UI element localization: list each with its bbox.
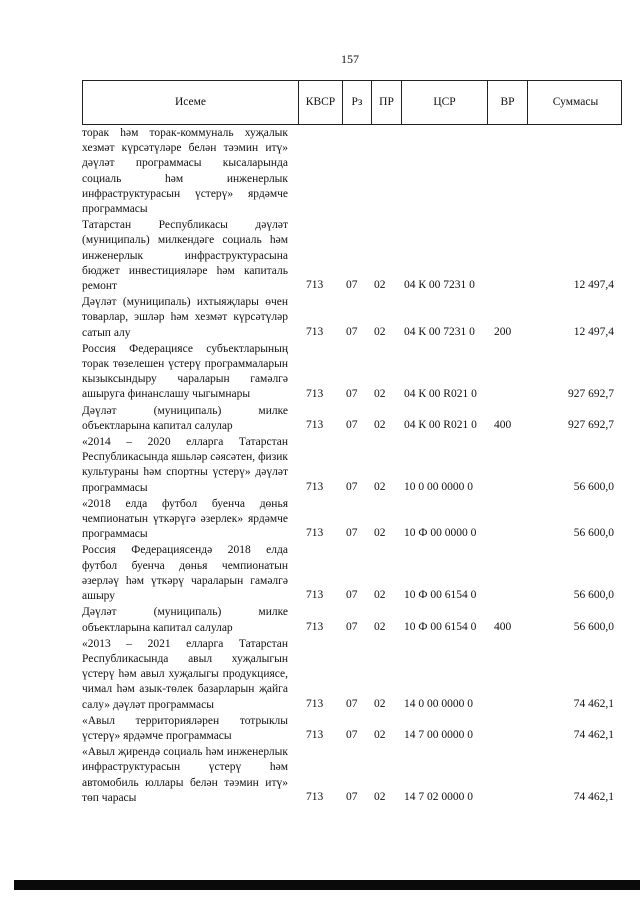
row-csr: 10 Ф 00 6154 0 <box>404 620 477 633</box>
row-csr: 14 0 00 0000 0 <box>404 697 473 710</box>
table-row <box>82 713 622 744</box>
header-kvsr: КВСР <box>298 81 342 124</box>
row-rz: 07 <box>346 620 358 633</box>
table-row <box>82 636 622 713</box>
row-pr: 02 <box>374 279 386 292</box>
row-rz: 07 <box>346 387 358 400</box>
row-sum: 56 600,0 <box>573 527 614 540</box>
row-kvsr: 713 <box>306 729 324 742</box>
row-description: «Авыл территорияләрен тотрыклы үстерү» ярдәмче программасы <box>82 714 288 742</box>
row-kvsr: 713 <box>306 419 324 432</box>
table-row <box>82 217 622 294</box>
row-kvsr: 713 <box>306 480 324 493</box>
page-number: 157 <box>341 52 359 66</box>
row-kvsr: 713 <box>306 325 324 338</box>
table-row <box>82 294 622 341</box>
row-pr: 02 <box>374 325 386 338</box>
table-row <box>82 496 622 543</box>
row-vr: 400 <box>494 620 512 633</box>
row-csr: 10 0 00 0000 0 <box>404 480 473 493</box>
row-csr: 04 К 00 R021 0 <box>404 387 477 400</box>
row-sum: 927 692,7 <box>568 419 614 432</box>
row-kvsr: 713 <box>306 589 324 602</box>
row-vr: 400 <box>494 419 512 432</box>
row-sum: 927 692,7 <box>568 387 614 400</box>
header-name: Исеме <box>174 96 207 108</box>
row-description: Дәүләт (муниципаль) ихтыяҗлары өчен товарлар, эшләр һәм хезмәт күрсәтүләр сатып алу <box>82 296 288 339</box>
row-rz: 07 <box>346 790 358 803</box>
row-pr: 02 <box>374 790 386 803</box>
row-rz: 07 <box>346 419 358 432</box>
row-rz: 07 <box>346 279 358 292</box>
row-rz: 07 <box>346 527 358 540</box>
row-sum: 74 462,1 <box>573 729 614 742</box>
row-pr: 02 <box>374 387 386 400</box>
row-kvsr: 713 <box>306 387 324 400</box>
row-pr: 02 <box>374 697 386 710</box>
row-description: «Авыл җирендә социаль һәм инженерлык инфраструктурасын үстерү һәм автомобиль юллары белән тәэмин итү» төп чарасы <box>82 746 288 804</box>
row-description: Дәүләт (муниципаль) милке объектларына капитал салулар <box>82 404 288 432</box>
row-pr: 02 <box>374 527 386 540</box>
row-kvsr: 713 <box>306 527 324 540</box>
header-vr: ВР <box>487 81 527 124</box>
table-row <box>82 744 622 806</box>
row-csr: 04 К 00 R021 0 <box>404 419 477 432</box>
row-rz: 07 <box>346 480 358 493</box>
row-description: торак һәм торак-коммуналь хуҗалык хезмәт күрсәтүләре белән тәэмин итү» дәүләт программасы кысаларында социаль һәм инженерлык инфраструктурасын үстерү» ярдәмче программасы <box>82 127 288 216</box>
row-kvsr: 713 <box>306 790 324 803</box>
table-row <box>82 542 622 604</box>
row-sum: 56 600,0 <box>573 589 614 602</box>
row-description: «2014 – 2020 елларга Татарстан Республикасында яшьләр сәясәтен, физик культураны һәм спортны үстерү» дәүләт программасы <box>82 436 288 494</box>
row-sum: 12 497,4 <box>573 325 614 338</box>
row-sum: 74 462,1 <box>573 697 614 710</box>
row-kvsr: 713 <box>306 620 324 633</box>
row-sum: 56 600,0 <box>573 620 614 633</box>
table-header <box>82 80 622 125</box>
row-csr: 14 7 02 0000 0 <box>404 790 473 803</box>
row-csr: 04 К 00 7231 0 <box>404 279 475 292</box>
header-csr: ЦСР <box>401 81 487 124</box>
row-rz: 07 <box>346 589 358 602</box>
row-pr: 02 <box>374 419 386 432</box>
row-description: Россия Федерациясе субъектларының торак төзелешен үстерү программаларын кызыксындыру чараларын гамәлгә ашыруга финанслашу чыгымнары <box>82 342 288 401</box>
row-vr: 200 <box>494 325 512 338</box>
scan-edge-bar <box>14 880 640 890</box>
table-body <box>82 125 622 806</box>
row-pr: 02 <box>374 620 386 633</box>
table-row <box>82 403 622 434</box>
row-kvsr: 713 <box>306 279 324 292</box>
row-csr: 10 Ф 00 6154 0 <box>404 589 477 602</box>
row-description: «2013 – 2021 елларга Татарстан Республикасында авыл хуҗалыгын үстерү һәм авыл хуҗалыгы продукциясе, чимал һәм азык-төлек базарларын җайга салу» дәүләт программасы <box>82 637 288 711</box>
header-rz: Рз <box>342 81 371 124</box>
row-csr: 10 Ф 00 0000 0 <box>404 527 477 540</box>
table-row <box>82 434 622 496</box>
row-pr: 02 <box>374 589 386 602</box>
row-kvsr: 713 <box>306 697 324 710</box>
header-sum: Суммасы <box>527 81 623 124</box>
row-description: Дәүләт (муниципаль) милке объектларына капитал салулар <box>82 606 288 634</box>
row-pr: 02 <box>374 729 386 742</box>
budget-table <box>82 80 622 806</box>
row-csr: 14 7 00 0000 0 <box>404 729 473 742</box>
row-rz: 07 <box>346 325 358 338</box>
row-description: Россия Федерациясендә 2018 елда футбол буенча дөнья чемпионатын әзерләү һәм үткәрү чараларын гамәлгә ашыру <box>82 544 288 603</box>
row-sum: 12 497,4 <box>573 279 614 292</box>
row-description: «2018 елда футбол буенча дөнья чемпионатын үткәрүгә әзерлек» ярдәмче программасы <box>82 497 288 541</box>
row-sum: 74 462,1 <box>573 790 614 803</box>
row-sum: 56 600,0 <box>573 480 614 493</box>
row-csr: 04 К 00 7231 0 <box>404 325 475 338</box>
table-row <box>82 125 622 217</box>
row-rz: 07 <box>346 729 358 742</box>
row-pr: 02 <box>374 480 386 493</box>
row-rz: 07 <box>346 697 358 710</box>
header-pr: ПР <box>371 81 401 124</box>
table-row <box>82 341 622 403</box>
row-description: Татарстан Республикасы дәүләт (муниципаль) милкендәге социаль һәм инженерлык инфраструктурасына бюджет инвестицияләре һәм капиталь ремонт <box>82 219 288 293</box>
table-row <box>82 604 622 635</box>
